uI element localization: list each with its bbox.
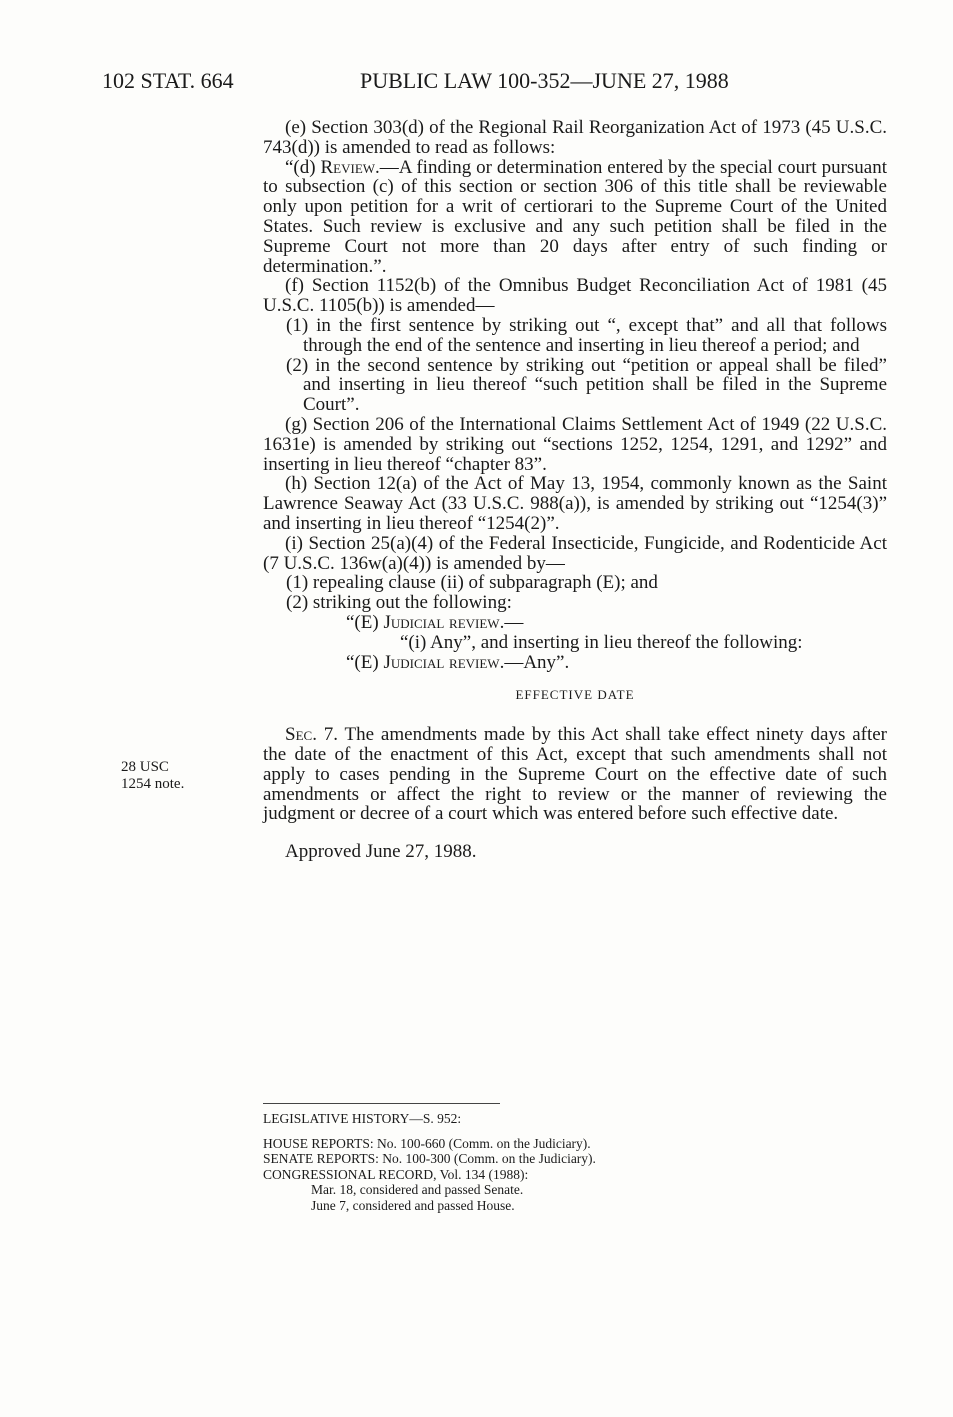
page-stat-reference: 102 STAT. 664 (102, 68, 234, 93)
caption-judicial-review-replacement: Judicial review (383, 651, 500, 673)
body-text (263, 118, 887, 862)
record-entry: June 7, considered and passed House. (311, 1197, 515, 1213)
paragraph-f2: (2) in the second sentence by striking out “petition or appeal shall be filed” and inserting in lieu thereof “such petition shall be filed in the Supreme Court”. (286, 354, 887, 416)
section-heading-effective-date: EFFECTIVE DATE (515, 687, 635, 703)
record-entry: Mar. 18, considered and passed Senate. (311, 1182, 524, 1197)
paragraph-d-review: “(d) Review.—A finding or determination entered by the special court pursuant to subsection (c) of this section or section 306 of this title shall be reviewable only upon petition for a writ of certiorari to the Supreme Court of the United States. Such review is exclusive and any such petition shall be filed in the Supreme Court not more than 20 days after entry of such finding or determination.”. (263, 156, 888, 277)
house-reports: HOUSE REPORTS: No. 100-660 (Comm. on the Judiciary). (263, 1135, 591, 1151)
running-header-title: PUBLIC LAW 100-352—JUNE 27, 1988 (360, 68, 729, 93)
paragraph-i: (i) Section 25(a)(4) of the Federal Insecticide, Fungicide, and Rodenticide Act (7 U.S.C. 136w(a)(4)) is amended by— (263, 532, 887, 574)
margin-citation-note: 28 USC 1254 note. (121, 759, 185, 792)
paragraph-g: (g) Section 206 of the International Claims Settlement Act of 1949 (22 U.S.C. 1631e) is amended by striking out “sections 1252, 1254, 1291, and 1292” and inserting in lieu thereof “chapter 83”. (263, 413, 887, 475)
section-7: Sec. 7. The amendments made by this Act shall take effect ninety days after the date of the enactment of this Act, except that such amendments shall not apply to cases pending in the Supreme Court on the effective date of such amendments or affect the right to review or the manner of reviewing the judgment or decree of a court which was entered before such effective date. (263, 724, 887, 825)
senate-reports: SENATE REPORTS: No. 100-300 (Comm. on the Judiciary). (263, 1151, 596, 1166)
paragraph-h: (h) Section 12(a) of the Act of May 13, 1954, commonly known as the Saint Lawrence Seaway Act (33 U.S.C. 988(a)), is amended by striking out “1254(3)” and inserting in lieu thereof “1254(2)”. (263, 473, 887, 534)
quoted-clause-i: “(i) Any”, and inserting in lieu thereof the following: (400, 631, 803, 653)
paragraph-e: (e) Section 303(d) of the Regional Rail Reorganization Act of 1973 (45 U.S.C. 743(d)) is amended to read as follows: (263, 117, 887, 158)
congressional-record: CONGRESSIONAL RECORD, Vol. 134 (1988): (263, 1166, 529, 1182)
caption-review: Review (320, 156, 376, 178)
approval-date: Approved June 27, 1988. (285, 841, 477, 863)
footnote-divider (263, 1103, 500, 1104)
paragraph-f: (f) Section 1152(b) of the Omnibus Budget Reconciliation Act of 1981 (45 U.S.C. 1105(b)) is amended— (263, 275, 887, 317)
caption-judicial-review: Judicial review (383, 611, 500, 633)
legislative-history-title: LEGISLATIVE HISTORY—S. 952: (263, 1111, 462, 1126)
paragraph-i2: (2) striking out the following: (286, 592, 512, 614)
quoted-judicial-review-heading: “(E) Judicial review.— (346, 611, 524, 633)
replacement-judicial-review: “(E) Judicial review.—Any”. (346, 651, 570, 673)
paragraph-i1: (1) repealing clause (ii) of subparagraph (E); and (286, 572, 658, 594)
legislative-history (263, 1103, 743, 1213)
paragraph-f1: (1) in the first sentence by striking out “, except that” and all that follows through the end of the sentence and inserting in lieu thereof a period; and (286, 314, 887, 356)
section-label: Sec (285, 724, 313, 746)
